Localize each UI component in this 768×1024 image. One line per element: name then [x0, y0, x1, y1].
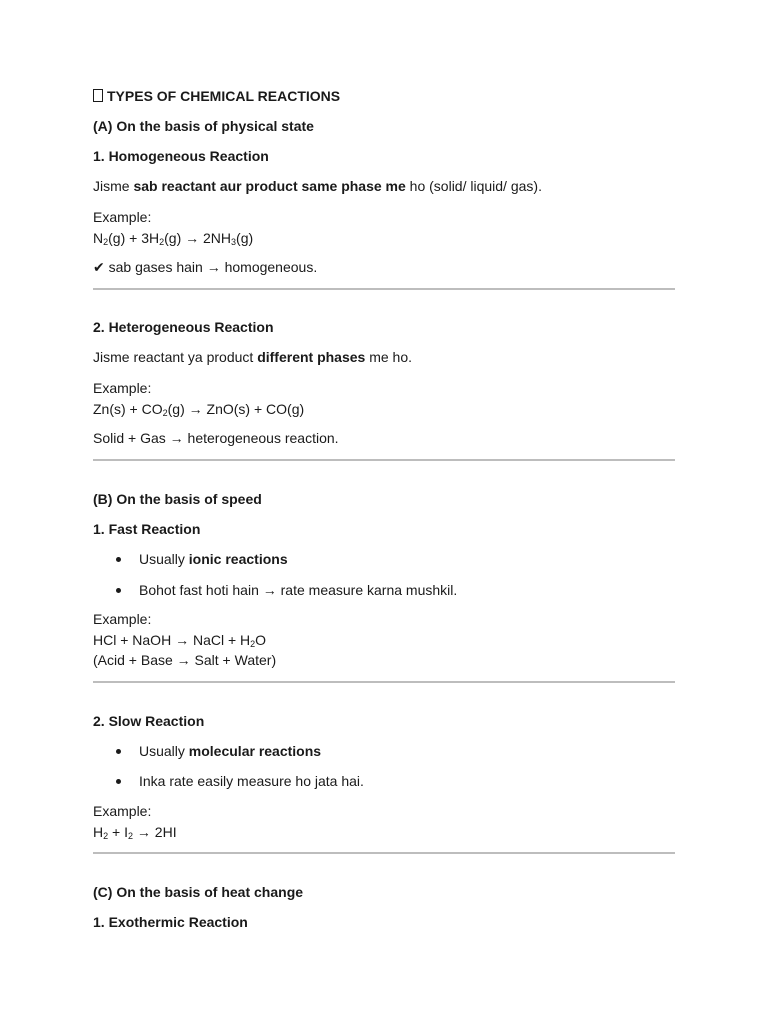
eq-part: (g) → 2NH [164, 230, 232, 246]
bold-text: different phases [257, 349, 366, 365]
eq-part: (g) + 3H [108, 230, 160, 246]
example-label: Example: [93, 380, 152, 396]
bold-text: molecular reactions [188, 743, 322, 759]
exothermic-heading: 1. Exothermic Reaction [93, 914, 248, 930]
homogeneous-equation [93, 228, 253, 248]
text: Usually [139, 743, 189, 759]
heterogeneous-heading: 2. Heterogeneous Reaction [93, 319, 274, 335]
missing-glyph-icon [93, 89, 103, 102]
list-item [93, 580, 457, 600]
slow-equation [93, 822, 177, 842]
text: Jisme [93, 178, 134, 194]
subscript: 2 [162, 408, 168, 418]
heterogeneous-description [93, 347, 412, 367]
section-b-heading: (B) On the basis of speed [93, 491, 262, 507]
example-label: Example: [93, 803, 152, 819]
title-text: TYPES OF CHEMICAL REACTIONS [107, 88, 341, 104]
heterogeneous-note: Solid + Gas → heterogeneous reaction. [93, 430, 339, 446]
text: Jisme reactant ya product [93, 349, 258, 365]
fast-equation-note: (Acid + Base → Salt + Water) [93, 652, 277, 668]
fast-equation [93, 630, 266, 650]
heterogeneous-equation [93, 399, 304, 419]
homogeneous-description [93, 176, 542, 196]
text: me ho. [365, 349, 413, 365]
bold-text: ionic reactions [188, 551, 288, 567]
eq-part: HCl + NaOH → NaCl + H [93, 632, 251, 648]
homogeneous-heading: 1. Homogeneous Reaction [93, 148, 269, 164]
text: Inka rate easily measure ho jata hai. [139, 773, 364, 789]
subscript: 2 [159, 237, 165, 247]
divider [93, 681, 675, 683]
list-item [93, 549, 288, 569]
eq-part: (g) [236, 230, 254, 246]
subscript: 2 [103, 237, 109, 247]
subscript: 2 [128, 831, 134, 841]
section-c-heading: (C) On the basis of heat change [93, 884, 304, 900]
section-a-heading: (A) On the basis of physical state [93, 118, 314, 134]
list-item [93, 771, 364, 791]
slow-reaction-heading: 2. Slow Reaction [93, 713, 205, 729]
text: Usually [139, 551, 189, 567]
eq-part: O [255, 632, 267, 648]
divider [93, 459, 675, 461]
eq-part: → 2HI [133, 824, 177, 840]
eq-part: + I [108, 824, 128, 840]
homogeneous-note: ✔ sab gases hain → homogeneous. [93, 259, 318, 275]
subscript: 3 [231, 237, 237, 247]
bold-text: sab reactant aur product same phase me [133, 178, 406, 194]
example-label: Example: [93, 611, 152, 627]
subscript: 2 [103, 831, 109, 841]
fast-reaction-heading: 1. Fast Reaction [93, 521, 201, 537]
text: ho (solid/ liquid/ gas). [405, 178, 542, 194]
eq-part: Zn(s) + CO [93, 401, 163, 417]
example-label: Example: [93, 209, 152, 225]
eq-part: H [93, 824, 104, 840]
text: Bohot fast hoti hain → rate measure karna mushkil. [139, 582, 458, 598]
eq-part: N [93, 230, 104, 246]
list-item [93, 741, 321, 761]
divider [93, 288, 675, 290]
divider [93, 852, 675, 854]
eq-part: (g) → ZnO(s) + CO(g) [167, 401, 305, 417]
document-title [93, 86, 340, 106]
subscript: 2 [250, 639, 256, 649]
